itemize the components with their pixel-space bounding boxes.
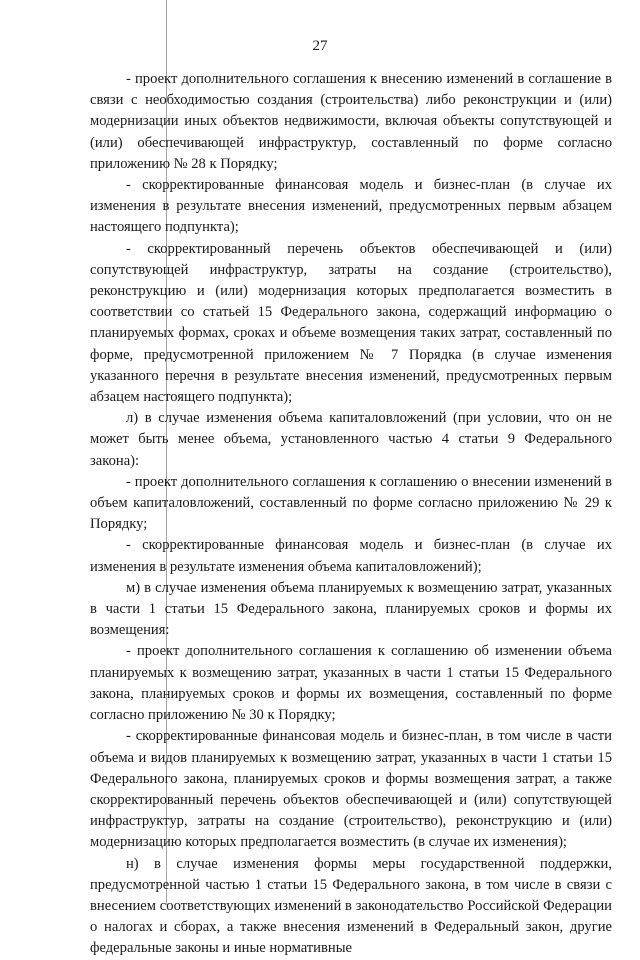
page-number: 27: [312, 38, 328, 54]
paragraph: - проект дополнительного соглашения к внесению изменений в соглашение в связи с необходимостью создания (строительства) либо реконструкции и (или) модернизации иных объектов недвижимости, включая объекты сопутствующей и (или) обеспечивающей инфраструктур, составленный по форме согласно приложению № 28 к Порядку;: [90, 71, 612, 172]
paragraph: н) в случае изменения формы меры государственной поддержки, предусмотренной частью 1 статьи 15 Федерального закона, в том числе в связи с внесением соответствующих изменений в законодательство Российской Федерации о налогах и сборах, а также внесения изменений в Федеральный закон, другие федеральные законы и иные нормативные: [90, 855, 612, 957]
paragraph: - проект дополнительного соглашения к соглашению о внесении изменений в объем капиталовложений, составленный по форме согласно приложению № 29 к Порядку;: [90, 473, 612, 533]
paragraph: м) в случае изменения объема планируемых к возмещению затрат, указанных в части 1 статьи 15 Федерального закона, планируемых сроков и формы их возмещения:: [90, 579, 612, 639]
paragraph: - скорректированные финансовая модель и бизнес-план (в случае их изменения в результате внесения изменений, предусмотренных первым абзацем настоящего подпункта);: [90, 177, 612, 236]
paragraph: - скорректированный перечень объектов обеспечивающей и (или) сопутствующей инфраструктур, затраты на создание (строительство), реконструкцию и (или) модернизация которых предполагается возместить в соответствии со статьей 15 Федерального закона, содержащий информацию о планируемых формах, сроках и объеме возмещения таких затрат, составленный по форме, предусмотренной приложением № 7 Порядка (в случае изменения указанного перечня в результате внесения изменений, предусмотренных первым абзацем настоящего подпункта);: [90, 240, 612, 406]
document-body: [90, 69, 612, 960]
paragraph: - проект дополнительного соглашения к соглашению об изменении объема планируемых к возмещению затрат, указанных в части 1 статьи 15 Федерального закона, планируемых сроков и формы их возмещения, составленный по форме согласно приложению № 30 к Порядку;: [90, 643, 612, 724]
paragraph: - скорректированные финансовая модель и бизнес-план (в случае их изменения в результате изменения объема капиталовложений);: [90, 537, 612, 575]
paragraph: л) в случае изменения объема капиталовложений (при условии, что он не может быть менее объема, установленного частью 4 статьи 9 Федерального закона):: [90, 410, 612, 469]
paragraph: - скорректированные финансовая модель и бизнес-план, в том числе в части объема и видов планируемых к возмещению затрат, указанных в части 1 статьи 15 Федерального закона, планируемых сроков и формы возмещения затрат, а также скорректированный перечень объектов обеспечивающей и (или) сопутствующей инфраструктур, затраты на создание (строительство), реконструкцию и (или) модернизацию которых предполагается возместить (в случае их изменения);: [90, 728, 612, 851]
